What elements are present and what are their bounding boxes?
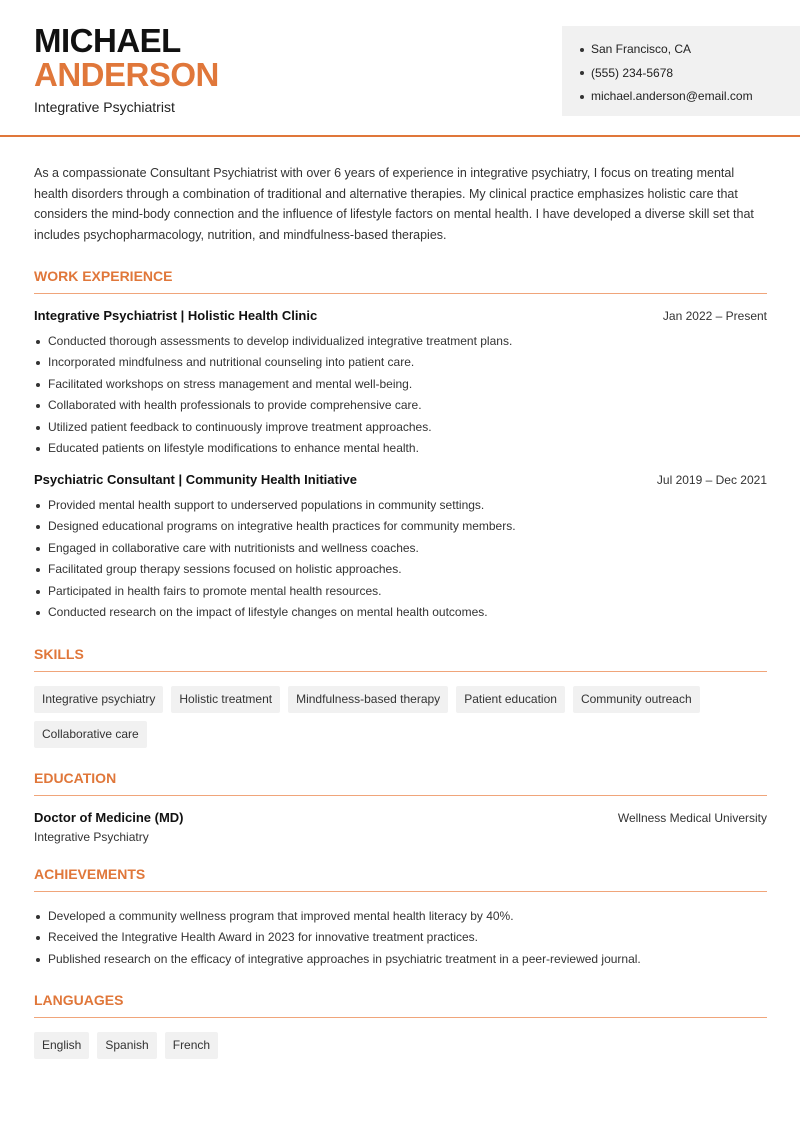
bullet-icon <box>36 958 40 962</box>
job-role: Integrative Psychiatrist | Holistic Health Clinic <box>34 307 318 323</box>
bullet-icon <box>580 48 584 52</box>
list-item: Incorporated mindfulness and nutritional counseling into patient care. <box>34 352 767 374</box>
last-name: ANDERSON <box>34 56 219 93</box>
bullet-icon <box>36 525 40 529</box>
job-bullets <box>34 495 767 624</box>
skills-tags <box>34 686 767 748</box>
bullet-icon <box>580 95 584 99</box>
skill-tag: Integrative psychiatry <box>34 686 163 713</box>
section-title-education: EDUCATION <box>34 770 767 796</box>
first-name: MICHAEL <box>34 22 181 59</box>
job-date: Jul 2019 – Dec 2021 <box>656 472 767 487</box>
resume-header <box>0 0 800 137</box>
bullet-icon <box>36 936 40 940</box>
candidate-name <box>34 24 219 92</box>
bullet-icon <box>36 340 40 344</box>
education-entry <box>34 810 767 844</box>
skill-tag: Patient education <box>456 686 565 713</box>
list-item: Published research on the efficacy of integrative approaches in psychiatric treatment in a peer-reviewed journal. <box>34 949 767 971</box>
job-date: Jan 2022 – Present <box>662 308 767 323</box>
job-role: Psychiatric Consultant | Community Health Initiative <box>34 471 357 487</box>
bullet-icon <box>36 611 40 615</box>
contact-phone: (555) 234-5678 <box>580 62 800 86</box>
section-title-achievements: ACHIEVEMENTS <box>34 866 767 892</box>
job-title: Integrative Psychiatrist <box>34 99 175 115</box>
list-item: Facilitated workshops on stress management and mental well-being. <box>34 374 767 396</box>
bullet-icon <box>36 404 40 408</box>
section-title-skills: SKILLS <box>34 646 767 672</box>
contact-email[interactable]: michael.anderson@email.com <box>580 85 800 109</box>
summary: As a compassionate Consultant Psychiatrist with over 6 years of experience in integrative psychiatry, I focus on treating mental health disorders through a combination of traditional and alternative therapies. My clinical practice emphasizes holistic care that considers the mind-body connection and the influence of lifestyle factors on mental health. I have developed a diverse skill set that includes psychopharmacology, nutrition, and mindfulness-based therapies. <box>34 166 754 243</box>
bullet-icon <box>36 447 40 451</box>
edu-school: Wellness Medical University <box>617 810 767 825</box>
bullet-icon <box>580 71 584 75</box>
list-item: Utilized patient feedback to continuously improve treatment approaches. <box>34 417 767 439</box>
language-tag: English <box>34 1032 89 1059</box>
list-item: Engaged in collaborative care with nutritionists and wellness coaches. <box>34 538 767 560</box>
languages-tags <box>34 1032 767 1059</box>
bullet-icon <box>36 383 40 387</box>
bullet-icon <box>36 504 40 508</box>
list-item: Educated patients on lifestyle modifications to enhance mental health. <box>34 438 767 460</box>
bullet-icon <box>36 547 40 551</box>
section-title-languages: LANGUAGES <box>34 992 767 1018</box>
list-item: Conducted thorough assessments to develop individualized integrative treatment plans. <box>34 331 767 353</box>
job-bullets <box>34 331 767 460</box>
job-entry <box>34 472 767 624</box>
bullet-icon <box>36 590 40 594</box>
edu-field: Integrative Psychiatry <box>34 829 149 844</box>
list-item: Designed educational programs on integrative health practices for community members. <box>34 516 767 538</box>
list-item: Provided mental health support to underserved populations in community settings. <box>34 495 767 517</box>
contact-location: San Francisco, CA <box>580 38 800 62</box>
bullet-icon <box>36 361 40 365</box>
list-item: Facilitated group therapy sessions focused on holistic approaches. <box>34 559 767 581</box>
achievements-list <box>34 906 767 971</box>
list-item: Conducted research on the impact of lifestyle changes on mental health outcomes. <box>34 602 767 624</box>
job-entry <box>34 308 767 460</box>
resume-body <box>34 163 767 1059</box>
skill-tag: Community outreach <box>573 686 700 713</box>
skill-tag: Mindfulness-based therapy <box>288 686 448 713</box>
skill-tag: Collaborative care <box>34 721 147 748</box>
language-tag: French <box>165 1032 218 1059</box>
list-item: Collaborated with health professionals to provide comprehensive care. <box>34 395 767 417</box>
edu-degree: Doctor of Medicine (MD) <box>34 809 184 825</box>
list-item: Received the Integrative Health Award in 2023 for innovative treatment practices. <box>34 927 767 949</box>
contact-box <box>562 26 800 116</box>
list-item: Participated in health fairs to promote mental health resources. <box>34 581 767 603</box>
skill-tag: Holistic treatment <box>171 686 280 713</box>
bullet-icon <box>36 915 40 919</box>
section-title-work: WORK EXPERIENCE <box>34 268 767 294</box>
bullet-icon <box>36 426 40 430</box>
list-item: Developed a community wellness program that improved mental health literacy by 40%. <box>34 906 767 928</box>
bullet-icon <box>36 568 40 572</box>
language-tag: Spanish <box>97 1032 156 1059</box>
